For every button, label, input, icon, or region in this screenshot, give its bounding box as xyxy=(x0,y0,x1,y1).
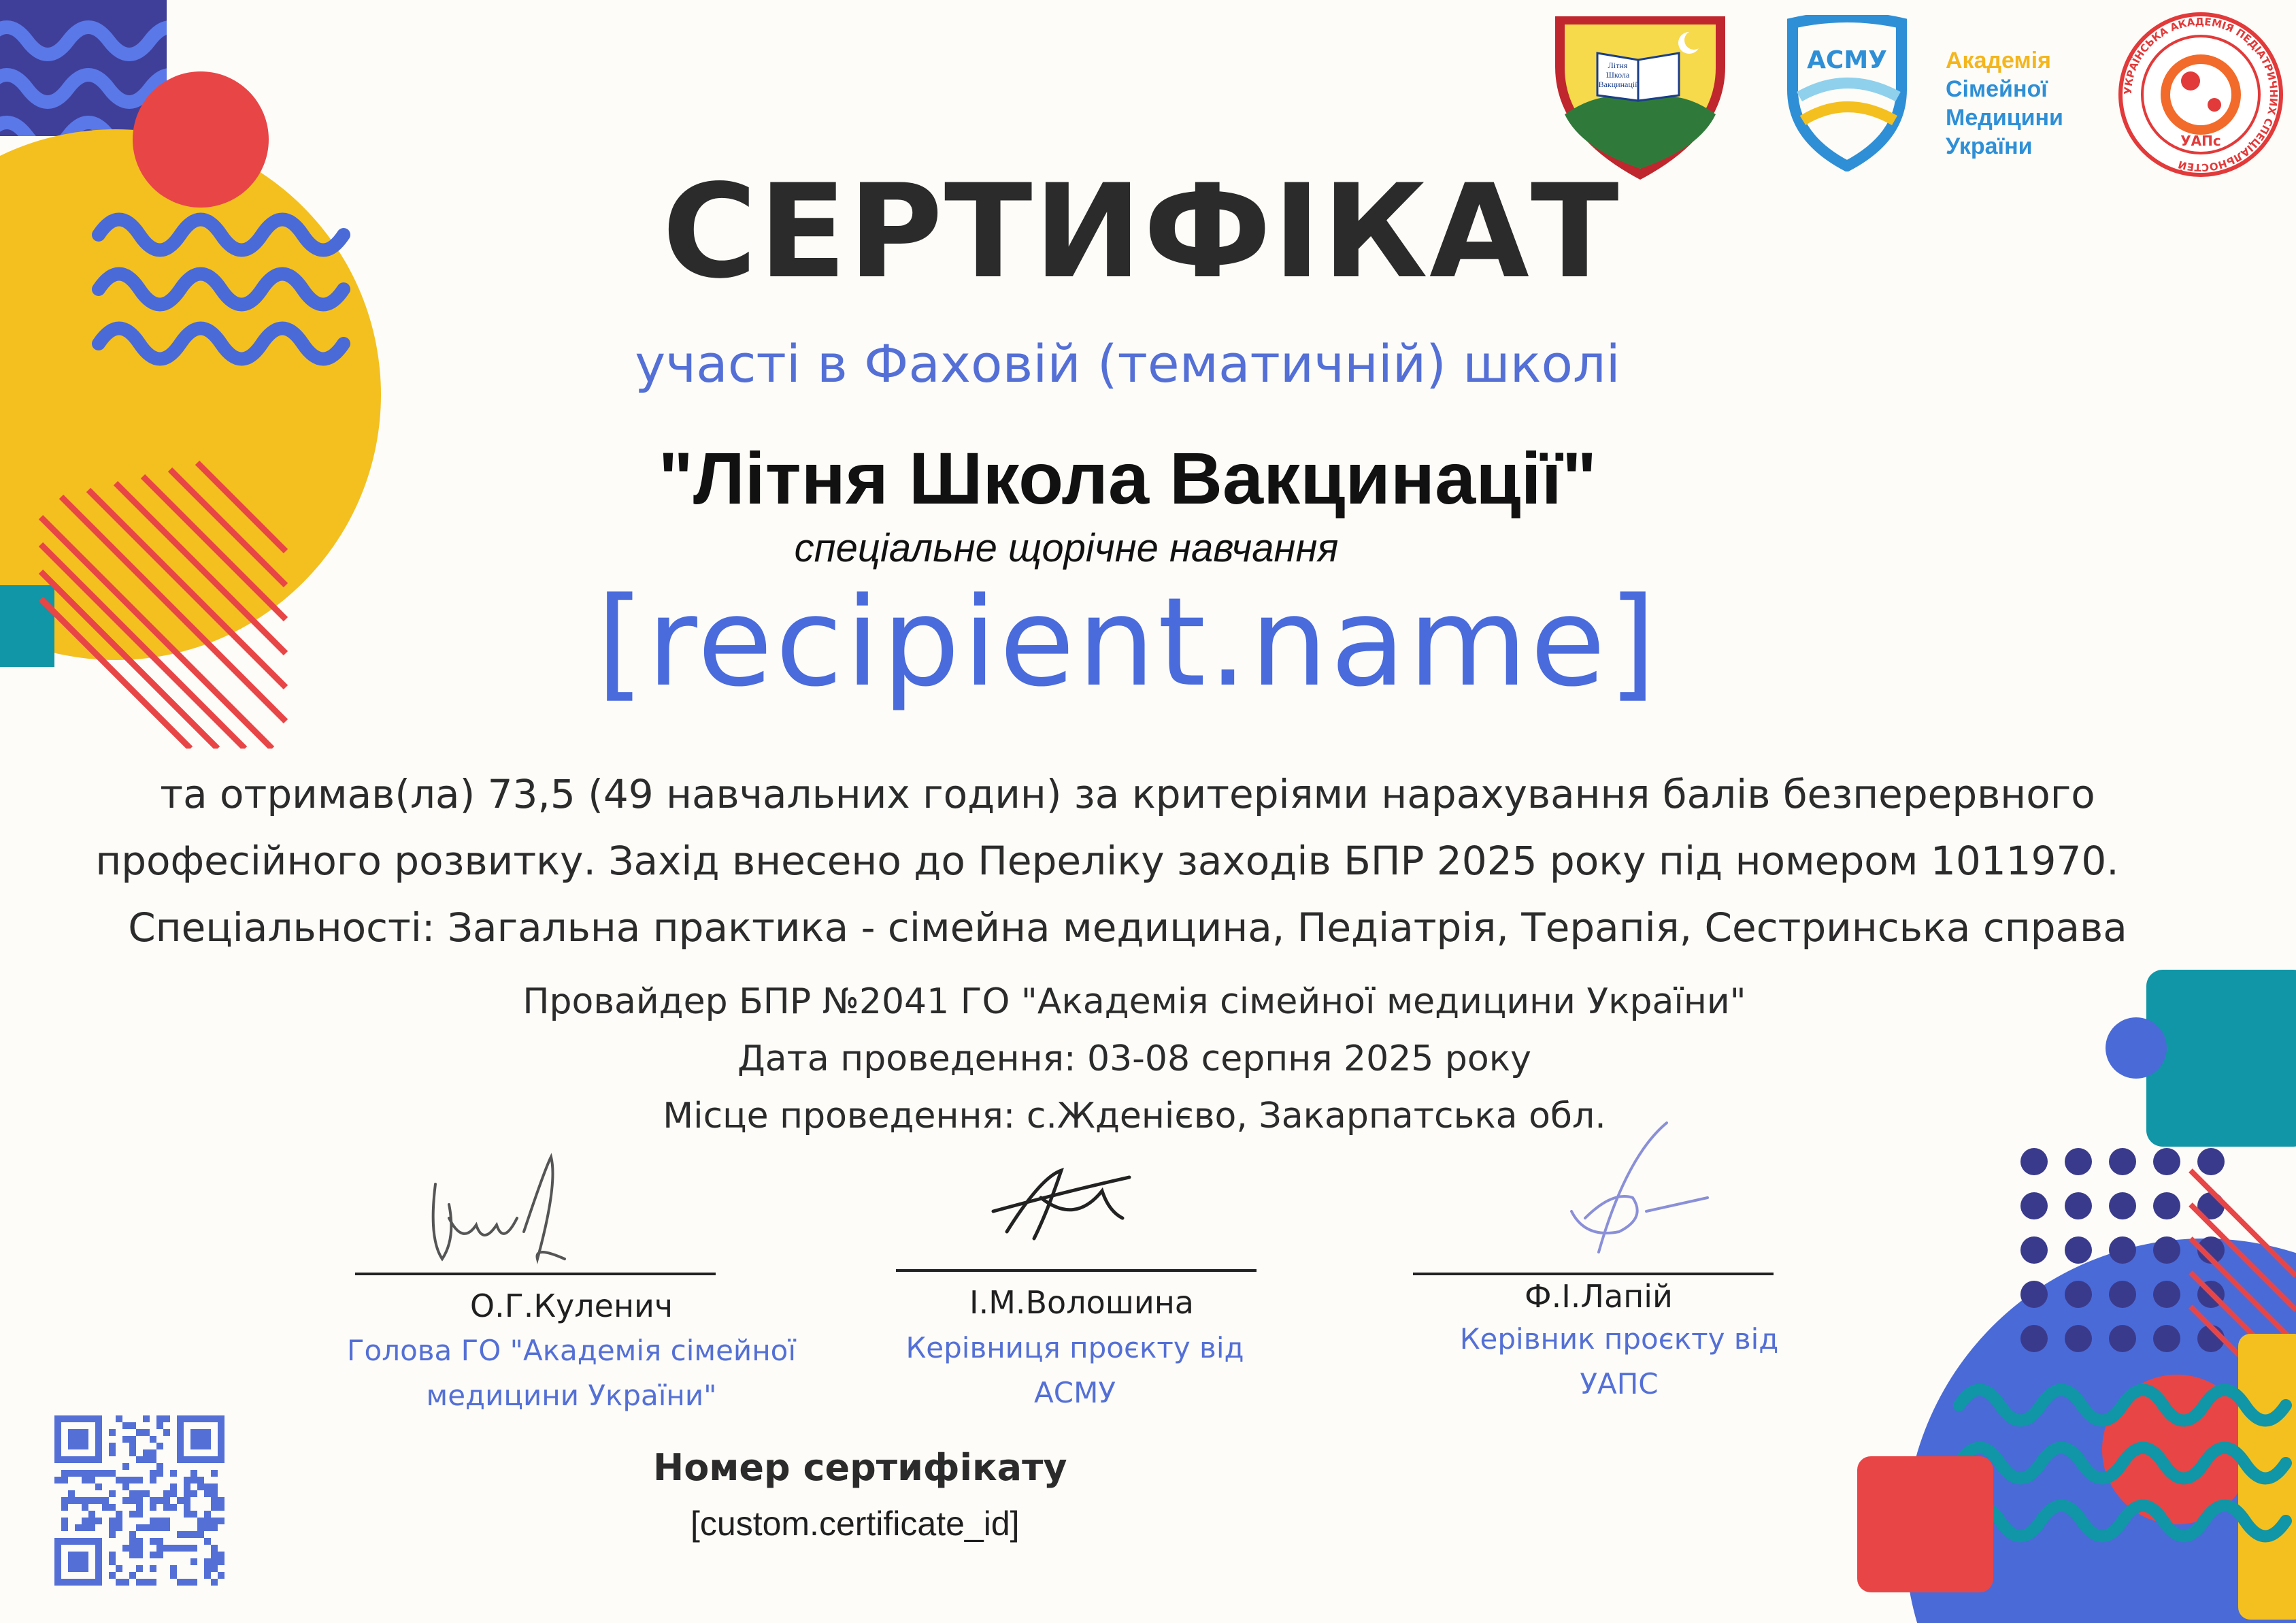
signatory-3-role-line-1: Керівник проєкту від xyxy=(1459,1322,1779,1356)
signature-icon xyxy=(422,1143,578,1273)
uaps-logo xyxy=(2116,10,2286,180)
recipient-name: [recipient.name] xyxy=(596,572,1659,714)
school-logo-text-3: Вакцинації xyxy=(1598,80,1637,89)
signatory-1-name: О.Г.Куленич xyxy=(469,1288,673,1324)
signatory-3-role xyxy=(1415,1317,1823,1407)
cert-number-value: [custom.certificate_id] xyxy=(691,1505,1020,1543)
provider-line: Провайдер БПР №2041 ГО "Академія сімейної медицини України" xyxy=(522,981,1746,1022)
event-info xyxy=(0,973,2296,1145)
signature-icon xyxy=(986,1150,1143,1252)
certificate-title: СЕРТИФІКАТ xyxy=(662,157,1620,307)
signatory-2-role xyxy=(871,1326,1279,1415)
signatory-2-role-line-1: Керівниця проєкту від xyxy=(905,1331,1244,1364)
asmu-badge-text: АСМУ xyxy=(1807,46,1887,74)
body-line-3: Спеціальності: Загальна практика - сімейна медицина, Педіатрія, Терапія, Сестринська справа xyxy=(128,904,2127,951)
school-logo xyxy=(1550,12,1731,181)
asmu-logo xyxy=(1779,15,1915,171)
qr-code-icon xyxy=(54,1415,224,1586)
school-name: "Літня Школа Вакцинації" xyxy=(658,437,1597,519)
place-line: Місце проведення: с.Жденієво, Закарпатська обл. xyxy=(663,1096,1606,1136)
signature-line-1 xyxy=(355,1273,716,1275)
signatory-3-name: Ф.І.Лапій xyxy=(1525,1278,1673,1315)
school-logo-text-1: Літня xyxy=(1608,61,1628,70)
asmu-name-line-1: Академія xyxy=(1946,48,2051,73)
uaps-ring-text: УКРАЇНСЬКА АКАДЕМІЯ ПЕДІАТРИЧНИХ СПЕЦІАЛЬНОСТЕЙ xyxy=(2121,15,2280,174)
body-line-2: професійного розвитку. Захід внесено до Переліку заходів БПР 2025 року під номером 1011970. xyxy=(95,838,2119,884)
asmu-name-line-3: Медицини xyxy=(1946,105,2063,131)
school-note: спеціальне щорічне навчання xyxy=(794,526,1339,570)
asmu-name-line-2: Сімейної xyxy=(1946,76,2048,102)
body-line-1: та отримав(ла) 73,5 (49 навчальних годин) за критеріями нарахування балів безперервного xyxy=(160,771,2095,817)
signatory-2-name: І.М.Волошина xyxy=(969,1284,1194,1321)
signature-line-3 xyxy=(1413,1273,1774,1275)
signature-icon xyxy=(1544,1116,1721,1266)
signatory-1-role-line-2: медицини України" xyxy=(426,1379,717,1412)
signatory-3-role-line-2: УАПС xyxy=(1580,1367,1659,1400)
asmu-name-line-4: України xyxy=(1946,133,2033,159)
uaps-abbr: УАПс xyxy=(2180,133,2221,149)
signatory-2-role-line-2: АСМУ xyxy=(1034,1376,1116,1409)
cert-number-label: Номер сертифікату xyxy=(653,1446,1067,1489)
certificate-subtitle: участі в Фаховій (тематичній) школі xyxy=(635,333,1620,394)
body-text xyxy=(0,761,2296,961)
signature-line-2 xyxy=(896,1269,1257,1272)
signatory-1-role-line-1: Голова ГО "Академія сімейної xyxy=(346,1334,797,1367)
signatory-1-role xyxy=(320,1328,823,1418)
asmu-name xyxy=(1946,46,2063,161)
school-logo-text-2: Школа xyxy=(1605,70,1630,80)
date-line: Дата проведення: 03-08 серпня 2025 року xyxy=(737,1038,1531,1079)
